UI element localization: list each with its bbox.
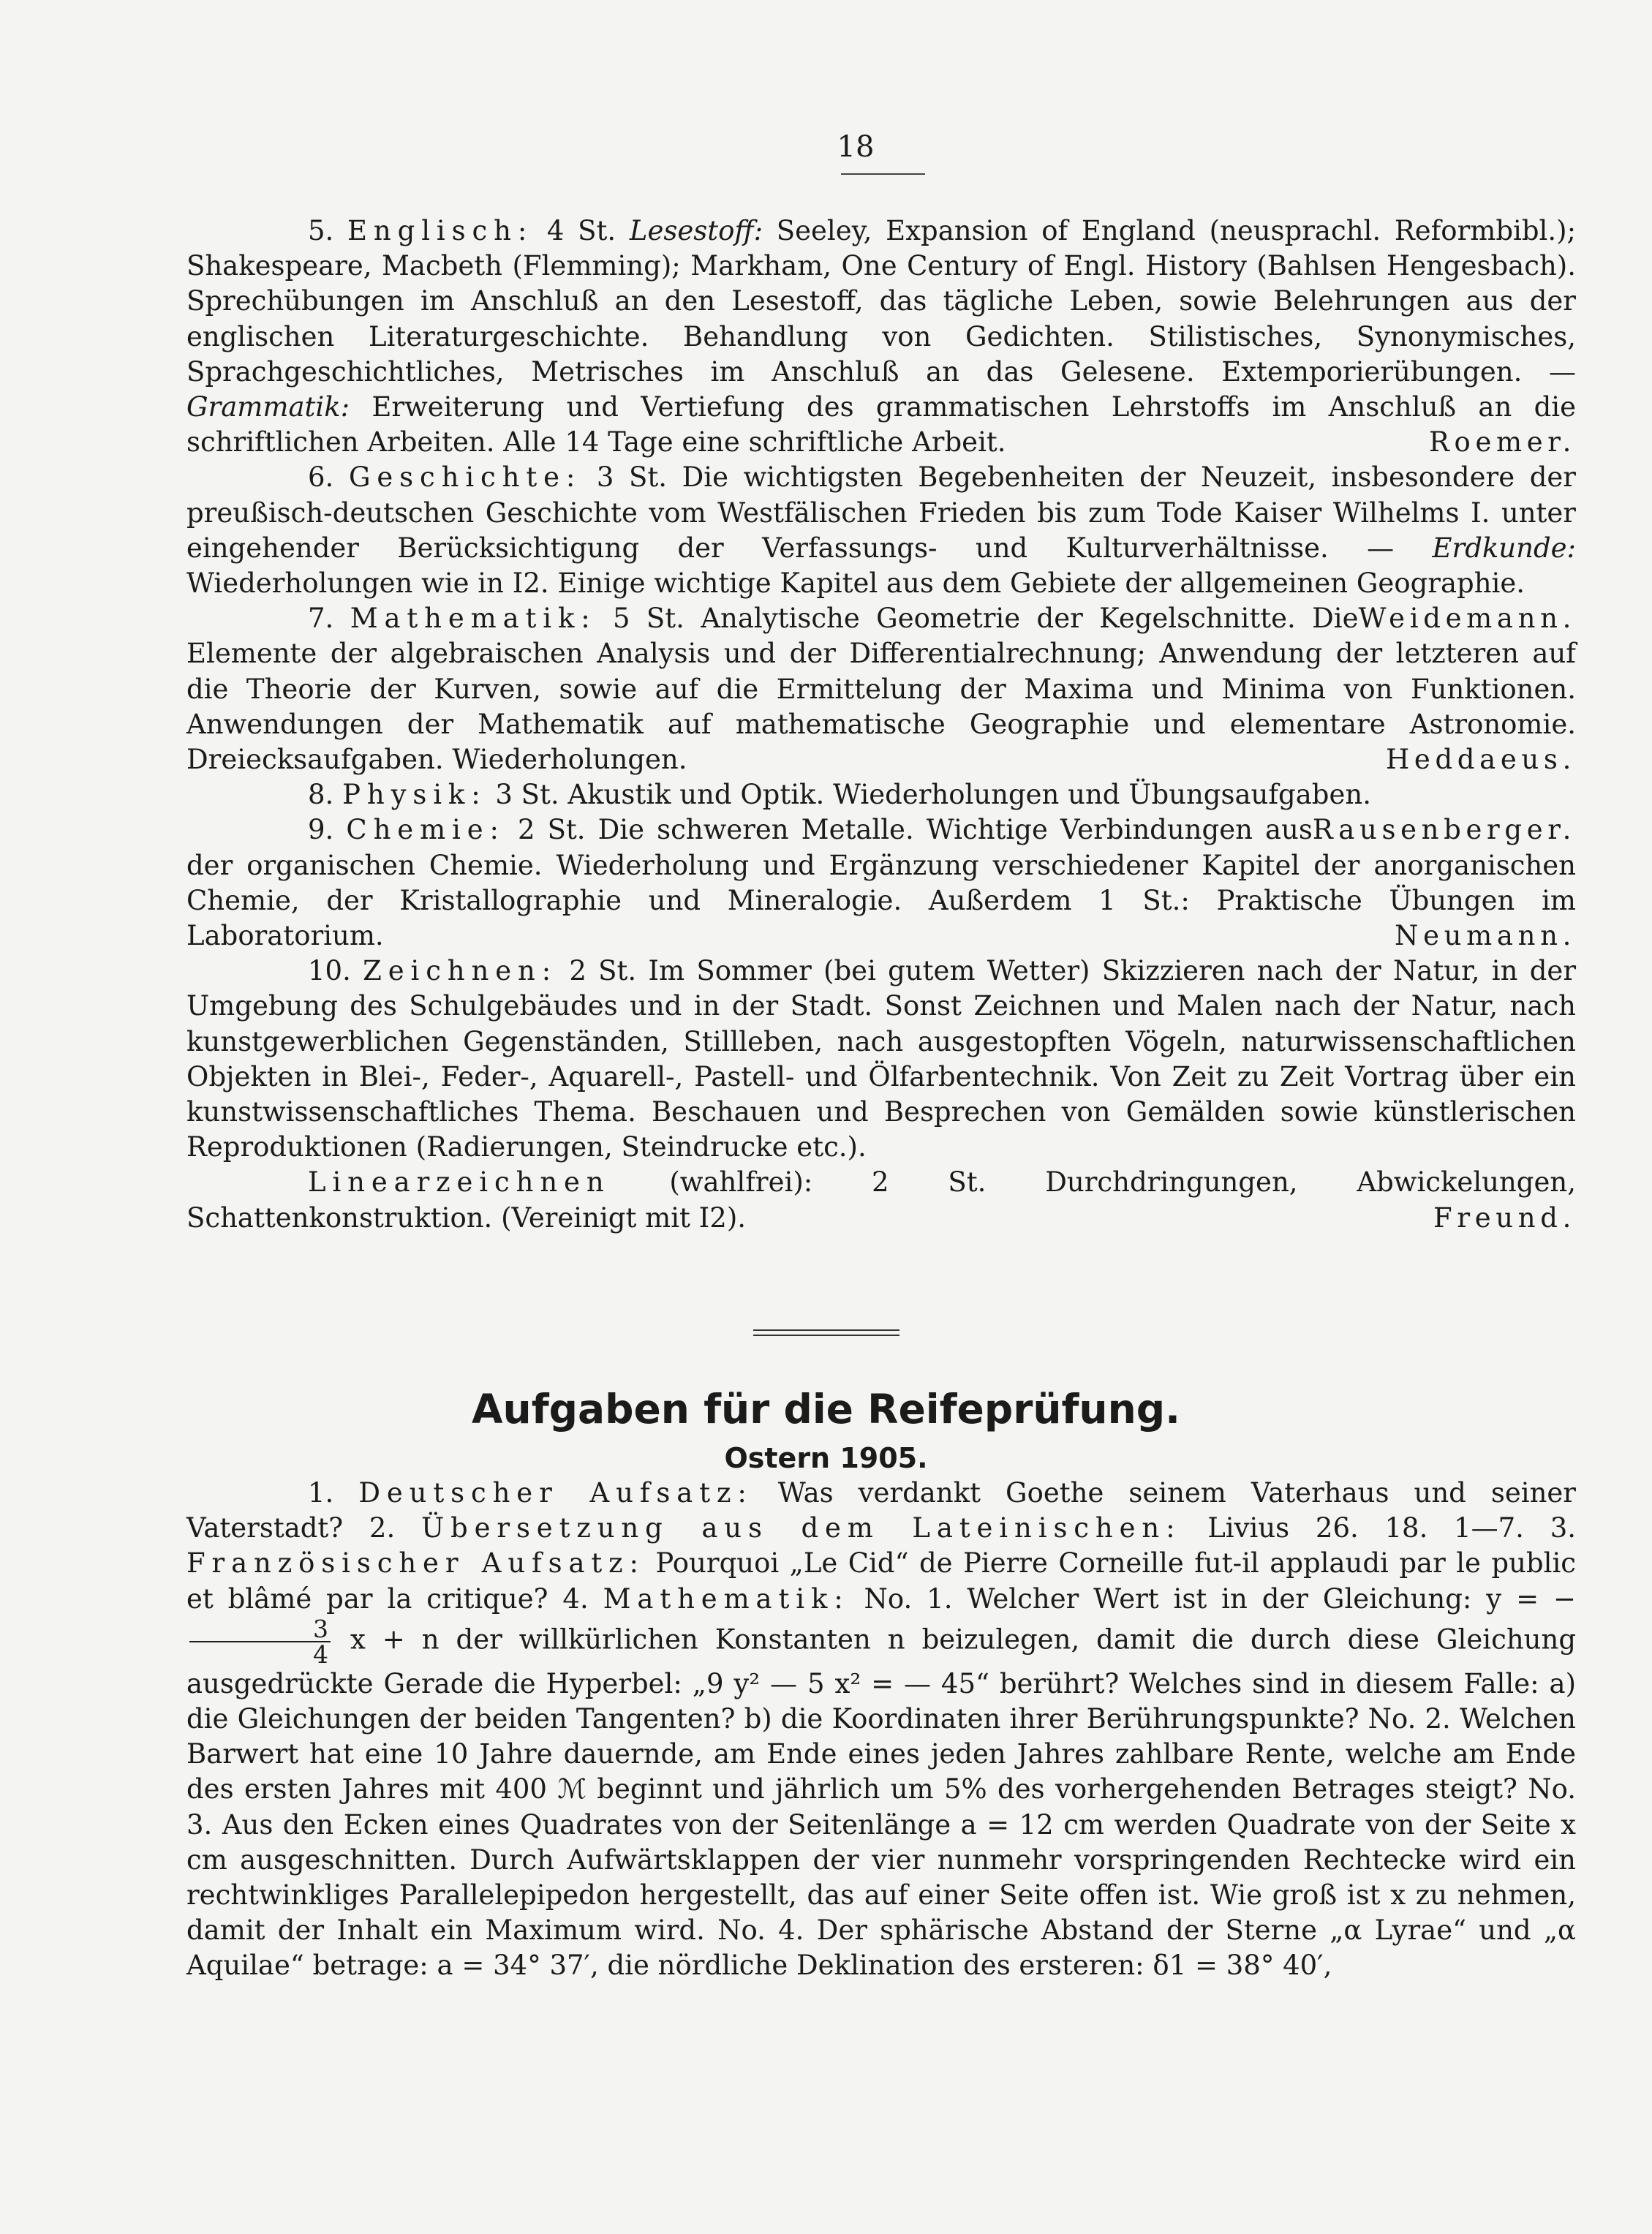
course-number: 10. [308, 955, 351, 987]
teacher-name: Weidemann. [1358, 603, 1576, 635]
course-hours: 4 St. [546, 215, 616, 246]
course-number: 8. [308, 779, 334, 811]
exam-item-number: 1. [308, 1477, 334, 1509]
page-number: 18 [837, 130, 875, 164]
course-number: 9. [308, 814, 334, 846]
fraction-numerator: 3 [189, 1617, 331, 1642]
course-hours: 2 St. [517, 814, 586, 846]
exam-subject: Französischer Aufsatz: [186, 1547, 645, 1580]
course-number: 7. [308, 603, 334, 635]
course-subject: Linearzeichnen [308, 1166, 611, 1199]
exam-title: Aufgaben für die Reifeprüfung. [471, 1386, 1181, 1433]
exam-section [186, 1476, 1576, 1984]
teacher-name: Rausenberger. [1312, 814, 1576, 846]
course-text2: Erweiterung und Vertiefung des grammatischen Lehrstoffs im Anschluß an die schriftlichen Arbeiten. Alle 14 Tage eine schriftliche Arbeit. [186, 391, 1576, 459]
teacher-name: Heddaeus. [1385, 744, 1576, 776]
course-subject: Zeichnen: [363, 955, 558, 987]
page-number-rule [841, 173, 925, 175]
exam-paragraph [186, 1476, 1576, 1984]
exam-item-number: 2. [369, 1512, 396, 1544]
course-text: Die wichtigsten Begebenheiten der Neuzeit, insbesondere der preußisch-deutschen Geschichte vom Westfälischen Frieden bis zum Tode Kaiser Wilhelms I. unter eingehender Berücksichtigung der Verfassungs- und Kulturverhältnisse. — [186, 461, 1576, 564]
exam-text: No. 1. Welcher Wert ist in der Gleichung: y = − [864, 1582, 1577, 1615]
exam-text: Was verdankt Goethe seinem Vaterhaus und seiner Vaterstadt? [186, 1477, 1576, 1544]
course-lead2: Erdkunde: [1432, 532, 1577, 564]
exam-subtitle: Ostern 1905. [724, 1442, 928, 1474]
teacher-name: Neumann. [1395, 920, 1576, 952]
course-paragraph-englisch [186, 214, 1576, 460]
course-subject: Englisch: [347, 215, 534, 246]
course-number: 5. [308, 215, 334, 246]
course-text: Akustik und Optik. Wiederholungen und Übungsaufgaben. [567, 779, 1371, 811]
course-text: Die schweren Metalle. Wichtige Verbindungen aus der organischen Chemie. Wiederholung und Ergänzung verschiedener Kapitel der anorganischen Chemie, der Kristallographie und Mineralogie. Außerdem 1 St.: Praktische Übungen im Laboratorium. [186, 814, 1576, 952]
fraction-denominator: 4 [313, 1639, 328, 1669]
exam-text: x + n der willkürlichen Konstanten n beizulegen, damit die durch diese Gleichung ausgedrückte Gerade die Hyperbel: „9 y² — 5 x² = — 45“ berührt? Welches sind in diesem Falle: a) die Gleichungen der beiden Tangenten? b) die Koordinaten ihrer Berührungspunkte? No. 2. Welchen Barwert hat eine 10 Jahre dauernde, am Ende eines jeden Jahres zahlbare Rente, welche am Ende des ersten Jahres mit 400 ℳ beginnt und jährlich um 5% des vorhergehenden Betrages steigt? No. 3. Aus den Ecken eines Quadrates von der Seitenlänge a = 12 cm werden Quadrate von der Seite x cm ausgeschnitten. Durch Aufwärtsklappen der vier nunmehr vorspringenden Rechtecke wird ein rechtwinkliges Parallelepipedon hergestellt, das auf einer Seite offen ist. Wie groß ist x zu nehmen, damit der Inhalt ein Maximum wird. No. 4. Der sphärische Abstand der Sterne „α Lyrae“ und „α Aquilae“ betrage: a = 34° 37′, die nördliche Deklination des ersteren: δ1 = 38° 40′, [186, 1623, 1577, 1982]
section-divider-top [753, 1329, 899, 1331]
exam-text: Pourquoi „Le Cid“ de Pierre Corneille fut-il applaudi par le public et blâmé par la critique? [186, 1547, 1577, 1615]
course-paragraph-zeichnen [186, 954, 1576, 1165]
course-hours: 5 St. [613, 603, 684, 635]
fraction [189, 1614, 331, 1669]
exam-text: Livius 26. 18. 1—7. [1207, 1512, 1524, 1544]
course-text2: Wiederholungen wie in I2. Einige wichtige Kapitel aus dem Gebiete der allgemeinen Geographie. [186, 567, 1525, 600]
course-text: Seeley, Expansion of England (neusprachl. Reformbibl.); Shakespeare, Macbeth (Flemming); Markham, One Century of Engl. History (Bahlsen Hengesbach). Sprechübungen im Anschluß an den Lesestoff, das tägliche Leben, sowie Belehrungen aus der englischen Literaturgeschichte. Behandlung von Gedichten. Stilistisches, Synonymisches, Sprachgeschichtliches, Metrisches im Anschluß an das Gelesene. Extemporierübungen. — [186, 215, 1577, 388]
course-text: Analytische Geometrie der Kegelschnitte. Die Elemente der algebraischen Analysis und der Differentialrechnung; Anwendung der letzteren auf die Theorie der Kurven, sowie auf die Ermittelung der Maxima und Minima von Funktionen. Anwendungen der Mathematik auf mathematische Geographie und elementare Astronomie. Dreiecksaufgaben. Wiederholungen. [186, 603, 1576, 776]
course-lead2: Grammatik: [186, 391, 350, 423]
course-text: Durchdringungen, Abwickelungen, Schattenkonstruktion. (Vereinigt mit I2). [186, 1166, 1576, 1234]
course-hours: 3 St. [495, 779, 559, 811]
course-subject: Mathematik: [350, 603, 597, 635]
course-section [186, 214, 1576, 1236]
section-divider-bottom [753, 1335, 899, 1336]
exam-subject: Mathematik: [603, 1582, 850, 1615]
exam-item-number: 3. [1550, 1512, 1576, 1544]
course-subject: Chemie: [346, 814, 505, 846]
course-hours: 2 St. [569, 955, 637, 987]
course-subject: Physik: [342, 779, 487, 811]
course-number: 6. [308, 461, 334, 494]
exam-item-number: 4. [562, 1582, 589, 1615]
course-lead: Lesestoff: [629, 215, 763, 246]
teacher-name: Freund. [1433, 1201, 1576, 1234]
teacher-name: Roemer. [1428, 426, 1576, 459]
exam-subject: Deutscher Aufsatz: [358, 1477, 753, 1509]
course-text: Im Sommer (bei gutem Wetter) Skizzieren nach der Natur, in der Umgebung des Schulgebäudes und in der Stadt. Sonst Zeichnen und Malen nach der Natur, nach kunstgewerblichen Gegenständen, Stillleben, nach ausgestopften Vögeln, naturwissenschaftlichen Objekten in Blei-, Feder-, Aquarell-, Pastell- und Ölfarbentechnik. Von Zeit zu Zeit Vortrag über ein kunstwissenschaftliches Thema. Beschauen und Besprechen von Gemälden sowie künstlerischen Reproduktionen (Radierungen, Steindrucke etc.). [186, 955, 1577, 1163]
course-hours: (wahlfrei): 2 St. [669, 1166, 987, 1199]
exam-subject: Übersetzung aus dem Lateinischen: [420, 1512, 1182, 1544]
course-hours: 3 St. [596, 461, 667, 494]
course-paragraph-linearzeichnen [186, 1165, 1576, 1235]
course-subject: Geschichte: [348, 461, 582, 494]
